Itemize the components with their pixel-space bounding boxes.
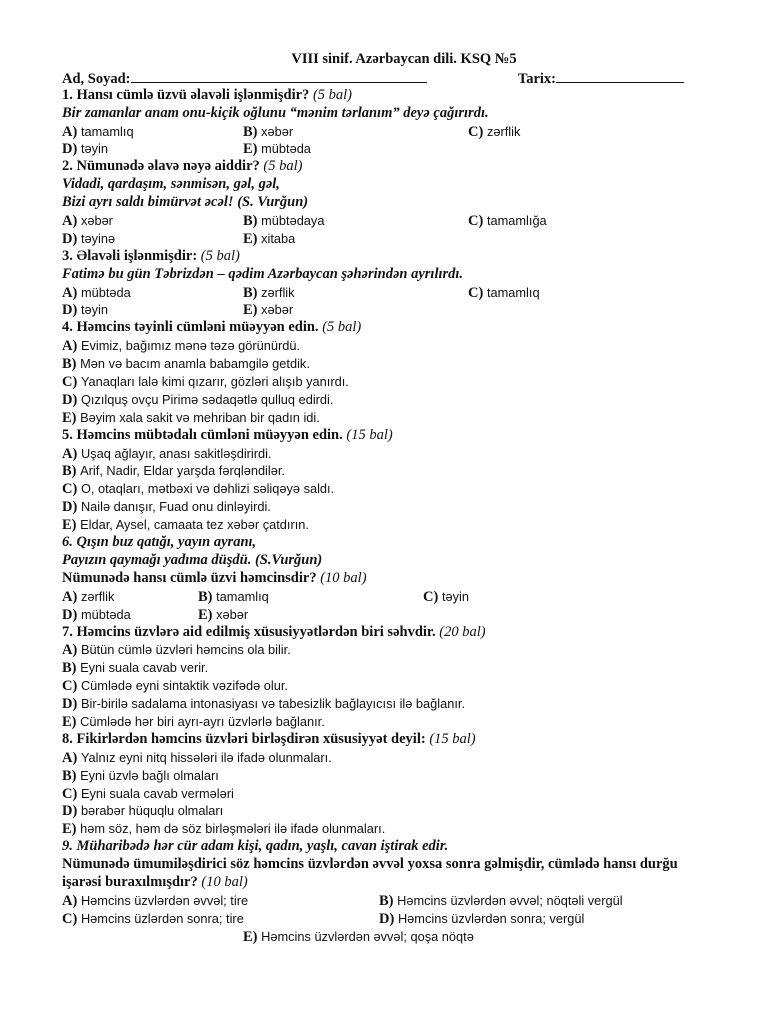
option-letter: D) <box>62 391 78 408</box>
option-letter: E) <box>62 713 77 730</box>
option-letter: C) <box>62 374 78 391</box>
question-9-example <box>62 838 712 856</box>
name-field[interactable]: Ad, Soyad: <box>62 69 427 89</box>
question-text: Müharibədə hər cür adam kişi, qadın, yaşlı, cavan iştirak edir. <box>76 838 449 855</box>
question-text: Nümunədə hansı cümlə üzvi həmcinsdir? <box>62 569 317 586</box>
option-letter: B) <box>243 123 258 140</box>
points-label: (5 bal) <box>322 319 362 336</box>
question-text: Həmcins üzvlərə aid edilmiş xüsusiyyətlərdən biri səhvdir. <box>76 623 436 640</box>
option-b[interactable] <box>62 355 712 373</box>
question-6-options-row-2 <box>62 606 712 624</box>
option-a[interactable] <box>62 212 113 231</box>
question-number: 8. <box>62 730 73 747</box>
option-letter: E) <box>62 517 77 534</box>
question-text: Fikirlərdən həmcins üzvləri birləşdirən xüsusiyyət deyil: <box>76 730 426 747</box>
option-text: tamamlıq <box>80 123 134 139</box>
option-e[interactable] <box>198 606 248 625</box>
option-text: Həmcins üzvlərdən əvvəl; nöqtəli vergül <box>397 892 623 908</box>
question-6-example-line-1 <box>62 534 712 552</box>
option-d[interactable] <box>379 910 584 929</box>
option-text: tamamlıq <box>486 284 540 300</box>
option-letter: D) <box>62 302 78 319</box>
points-label: (15 bal) <box>429 730 476 747</box>
question-3 <box>62 248 712 266</box>
question-6-options-row-1 <box>62 588 712 606</box>
option-letter: A) <box>62 445 78 462</box>
option-a[interactable] <box>62 284 131 303</box>
option-letter: D) <box>62 803 78 820</box>
option-text: təyin <box>441 588 469 604</box>
option-text: mübtəda <box>80 606 131 622</box>
points-label: (10 bal) <box>201 873 248 890</box>
option-letter: B) <box>379 892 394 909</box>
option-text: Həmcins üzvlərdən sonra; vergül <box>397 910 585 926</box>
option-text: mübtədaya <box>261 213 325 229</box>
option-letter: C) <box>62 910 78 927</box>
option-text: Bütün cümlə üzvləri həmcins ola bilir. <box>80 642 291 658</box>
option-letter: A) <box>62 749 78 766</box>
question-5 <box>62 427 712 445</box>
header-row <box>62 69 712 87</box>
option-text: Cümlədə eyni sintaktik vəzifədə olur. <box>80 678 288 694</box>
question-text: Həmcins mübtədalı cümləni müəyyən edin. <box>76 426 343 443</box>
option-letter: E) <box>62 821 77 838</box>
option-text: Mən və bacım anamla babamgilə getdik. <box>80 356 310 372</box>
option-text: tamamlıq <box>216 588 269 604</box>
option-e[interactable] <box>62 409 712 427</box>
option-letter: D) <box>62 696 78 713</box>
option-d[interactable] <box>62 606 131 625</box>
option-text: həm söz, həm də söz birləşmələri ilə ifadə olunmaları. <box>80 821 386 837</box>
option-text: təyin <box>80 302 108 318</box>
option-text: Həmcins üzvlərdən əvvəl; tire <box>80 892 249 908</box>
question-3-example: Fatimə bu gün Təbrizdən – qədim Azərbaycan şəhərindən ayrılırdı. <box>62 265 464 282</box>
option-letter: B) <box>62 767 77 784</box>
option-letter: C) <box>468 284 484 301</box>
option-e[interactable] <box>243 301 293 320</box>
question-text: Nümunədə əlavə nəyə aiddir? <box>76 158 260 175</box>
question-4 <box>62 319 712 337</box>
option-text: təyin <box>80 141 108 157</box>
option-b[interactable] <box>198 588 269 607</box>
option-letter: D) <box>62 499 78 516</box>
option-letter: B) <box>198 588 213 605</box>
option-c[interactable] <box>62 677 712 695</box>
points-label: (20 bal) <box>439 623 486 640</box>
option-letter: A) <box>62 588 78 605</box>
option-letter: A) <box>62 284 78 301</box>
option-text: Eyni suala cavab vermələri <box>80 785 234 801</box>
question-6-example-line-2: Payızın qaymağı yadıma düşdü. (S.Vurğun) <box>62 551 323 568</box>
question-number: 2. <box>62 158 73 175</box>
option-text: Eyni suala cavab verir. <box>80 660 209 676</box>
question-9-line-1: Nümunədə ümumiləşdirici söz həmcins üzvlərdən əvvəl yoxsa sonra gəlmişdir, cümlədə hansı durğu <box>62 856 678 873</box>
option-text: xəbər <box>261 302 294 318</box>
question-number: 7. <box>62 623 73 640</box>
test-document <box>62 51 712 946</box>
option-letter: E) <box>198 606 213 623</box>
option-c[interactable] <box>468 212 547 231</box>
name-blank[interactable] <box>131 69 427 83</box>
option-letter: B) <box>62 356 77 373</box>
option-text: Həmcins üzvlərdən əvvəl; qoşa nöqtə <box>261 928 474 944</box>
option-b[interactable] <box>62 767 712 785</box>
option-letter: D) <box>379 910 395 927</box>
option-c[interactable] <box>468 284 540 303</box>
option-e[interactable] <box>62 516 712 534</box>
option-letter: C) <box>468 123 484 140</box>
question-2-options-row-2 <box>62 230 712 248</box>
question-2 <box>62 158 712 176</box>
option-d[interactable] <box>62 140 108 159</box>
option-letter: E) <box>62 409 77 426</box>
option-text: bərabər hüquqlu olmaları <box>80 803 224 819</box>
option-letter: B) <box>243 213 258 230</box>
option-letter: E) <box>243 141 258 158</box>
option-letter: C) <box>423 588 439 605</box>
option-text: mübtəda <box>261 141 311 157</box>
option-text: Cümlədə hər biri ayrı-ayrı üzvlərlə bağlanır. <box>80 713 325 729</box>
option-text: Yalnız eyni nitq hissələri ilə ifadə olunmaları. <box>80 749 332 765</box>
option-letter: A) <box>62 213 78 230</box>
points-label: (10 bal) <box>320 569 367 586</box>
option-text: xitaba <box>261 230 296 246</box>
option-text: O, otaqları, mətbəxi və dəhlizi səliqəyə saldı. <box>80 481 335 497</box>
option-a[interactable] <box>62 641 712 659</box>
question-3-options-row-1 <box>62 284 712 302</box>
option-d[interactable] <box>62 695 712 713</box>
option-letter: A) <box>62 892 78 909</box>
option-b[interactable] <box>379 892 623 911</box>
option-c[interactable] <box>62 785 712 803</box>
option-text: xəbər <box>261 123 294 139</box>
option-letter: A) <box>62 123 78 140</box>
option-a[interactable] <box>62 337 712 355</box>
option-letter: C) <box>468 213 484 230</box>
option-letter: E) <box>243 302 258 319</box>
option-text: təyinə <box>80 230 116 246</box>
question-9-options-row-1 <box>62 892 712 910</box>
option-text: Nailə danışır, Fuad onu dinləyirdi. <box>80 499 271 515</box>
option-b[interactable] <box>243 212 324 231</box>
question-1-options-row-2 <box>62 140 712 158</box>
option-text: Həmcins üzlərdən sonra; tire <box>80 910 244 926</box>
option-letter: C) <box>62 481 78 498</box>
option-b[interactable] <box>62 659 712 677</box>
option-letter: D) <box>62 230 78 247</box>
option-text: Eldar, Aysel, camaata tez xəbər çatdırın. <box>80 517 309 533</box>
option-b[interactable] <box>243 284 295 303</box>
option-e[interactable] <box>62 713 712 731</box>
date-field[interactable]: Tarix: <box>518 69 684 89</box>
option-c[interactable] <box>62 910 244 929</box>
question-2-example-line-1: Vidadi, qardaşım, sənmisən, gəl, gəl, <box>62 176 280 193</box>
option-e[interactable] <box>62 820 712 838</box>
points-label: (5 bal) <box>200 247 240 264</box>
question-8 <box>62 731 712 749</box>
question-6 <box>62 570 712 588</box>
question-number: 9. <box>62 838 73 855</box>
option-letter: D) <box>62 606 78 623</box>
question-text: Əlavəli işlənmişdir: <box>76 247 198 264</box>
option-letter: D) <box>62 141 78 158</box>
option-text: zərflik <box>261 284 295 300</box>
page-title: VIII sinif. Azərbaycan dili. KSQ №5 <box>291 51 517 67</box>
option-letter: B) <box>62 660 77 677</box>
option-text: xəbər <box>216 606 249 622</box>
option-d[interactable] <box>62 230 115 249</box>
question-3-options-row-2 <box>62 301 712 319</box>
option-letter: B) <box>62 463 77 480</box>
question-2-example-line-2: Bizi ayrı saldı bimürvət əcəl! (S. Vurğun) <box>62 194 309 211</box>
question-7 <box>62 624 712 642</box>
option-letter: C) <box>62 678 78 695</box>
question-number: 4. <box>62 319 73 336</box>
option-e[interactable] <box>243 140 311 159</box>
option-text: Eyni üzvlə bağlı olmaları <box>80 767 219 783</box>
option-text: mübtəda <box>80 284 131 300</box>
option-d[interactable] <box>62 301 108 320</box>
option-text: zərflik <box>80 588 115 604</box>
option-a[interactable] <box>62 892 248 911</box>
option-c[interactable] <box>62 373 712 391</box>
option-letter: E) <box>243 230 258 247</box>
option-a[interactable] <box>62 445 712 463</box>
option-text: Uşaq ağlayır, anası sakitləşdirirdi. <box>80 445 272 461</box>
question-2-options-row-1 <box>62 212 712 230</box>
option-a[interactable] <box>62 588 114 607</box>
option-d[interactable] <box>62 498 712 516</box>
question-text: Qışın buz qatığı, yayın ayranı, <box>76 534 257 551</box>
points-label: (15 bal) <box>346 426 393 443</box>
option-e[interactable] <box>243 230 295 249</box>
option-letter: C) <box>62 785 78 802</box>
option-text: Yanaqları lalə kimi qızarır, gözləri alışıb yanırdı. <box>80 374 349 390</box>
date-blank[interactable] <box>556 69 684 83</box>
option-text: Qızılquş ovçu Pirimə sədaqətlə qulluq edirdi. <box>80 391 334 407</box>
option-letter: E) <box>243 928 258 945</box>
question-text: Həmcins təyinli cümləni müəyyən edin. <box>76 319 319 336</box>
option-d[interactable] <box>62 802 712 820</box>
option-e[interactable] <box>62 928 712 946</box>
option-text: Bir-birilə sadalama intonasiyası və tabesizlik bağlayıcısı ilə bağlanır. <box>80 696 466 712</box>
option-b[interactable] <box>62 462 712 480</box>
question-text: işarəsi buraxılmışdır? <box>62 873 198 890</box>
question-1-example: Bir zamanlar anam onu-kiçik oğlunu “mənim tərlanım” deyə çağırırdı. <box>62 104 489 121</box>
option-text: zərflik <box>486 123 521 139</box>
option-text: Arif, Nadir, Eldar yarşda fərqləndilər. <box>80 463 285 479</box>
option-b[interactable] <box>243 123 293 142</box>
option-text: Bəyim xala sakit və mehriban bir qadın idi. <box>80 409 320 425</box>
option-letter: A) <box>62 642 78 659</box>
option-text: xəbər <box>80 213 113 229</box>
option-d[interactable] <box>62 391 712 409</box>
points-label: (5 bal) <box>263 158 303 175</box>
question-1: 1. Hansı cümlə üzvü əlavəli işlənmişdir? (5 bal) <box>62 86 352 103</box>
option-c[interactable] <box>468 123 520 142</box>
option-a[interactable] <box>62 749 712 767</box>
option-text: tamamlığa <box>486 213 547 229</box>
option-text: Evimiz, bağımız mənə təzə görünürdü. <box>80 338 301 354</box>
question-number: 5. <box>62 426 73 443</box>
question-9-options-row-2 <box>62 910 712 928</box>
option-c[interactable] <box>62 480 712 498</box>
option-letter: A) <box>62 338 78 355</box>
question-number: 3. <box>62 247 73 264</box>
option-letter: B) <box>243 284 258 301</box>
option-a[interactable] <box>62 123 134 142</box>
question-number: 6. <box>62 534 73 551</box>
question-9-line-2 <box>62 874 712 892</box>
option-c[interactable] <box>423 588 469 607</box>
question-1-options-row-1 <box>62 123 712 141</box>
